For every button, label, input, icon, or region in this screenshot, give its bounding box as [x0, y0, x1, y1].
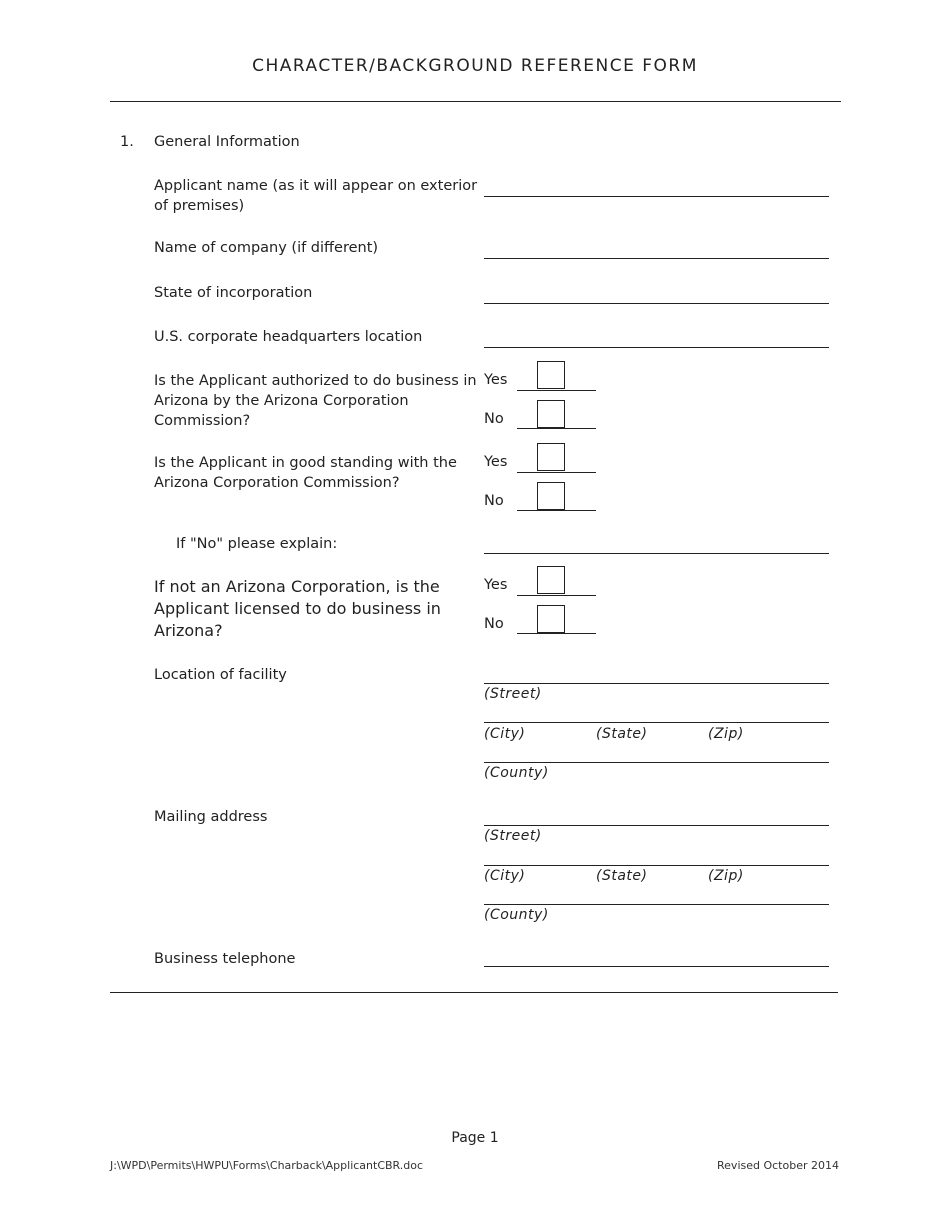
company-name-field[interactable]	[484, 258, 829, 259]
facility-county-hint: (County)	[484, 765, 549, 781]
licensed-yes-checkbox[interactable]	[537, 566, 565, 594]
authorized-no-line	[517, 428, 596, 429]
mailing-street-hint: (Street)	[484, 828, 542, 844]
mailing-county-hint: (County)	[484, 907, 549, 923]
mailing-city-hint: (City)	[484, 868, 526, 884]
good-standing-no-checkbox[interactable]	[537, 482, 565, 510]
mailing-state-hint: (State)	[596, 868, 648, 884]
section-number: 1.	[120, 134, 134, 150]
good-standing-yes-label: Yes	[484, 454, 508, 470]
licensed-no-line	[517, 633, 596, 634]
hq-location-label: U.S. corporate headquarters location	[154, 329, 423, 345]
good-standing-question-label: Is the Applicant in good standing with the Arizona Corporation Commission?	[154, 455, 457, 491]
licensed-no-label: No	[484, 616, 504, 632]
licensed-yes-line	[517, 595, 596, 596]
revision-date: Revised October 2014	[717, 1159, 839, 1172]
authorized-no-checkbox[interactable]	[537, 400, 565, 428]
mailing-address-label: Mailing address	[154, 809, 268, 825]
page-number: Page 1	[451, 1130, 499, 1146]
mailing-county-field[interactable]	[484, 904, 829, 905]
facility-zip-hint: (Zip)	[708, 726, 744, 742]
top-divider	[110, 101, 841, 102]
good-standing-no-line	[517, 510, 596, 511]
authorized-yes-line	[517, 390, 596, 391]
authorized-no-label: No	[484, 411, 504, 427]
section-heading: General Information	[154, 134, 300, 150]
facility-county-field[interactable]	[484, 762, 829, 763]
business-telephone-label: Business telephone	[154, 951, 296, 967]
good-standing-yes-checkbox[interactable]	[537, 443, 565, 471]
facility-city-state-zip-field[interactable]	[484, 722, 829, 723]
good-standing-no-label: No	[484, 493, 504, 509]
facility-city-hint: (City)	[484, 726, 526, 742]
licensed-question-label: If not an Arizona Corporation, is the Applicant licensed to do business in Arizona?	[154, 577, 441, 640]
mailing-street-field[interactable]	[484, 825, 829, 826]
authorized-yes-checkbox[interactable]	[537, 361, 565, 389]
form-title: CHARACTER/BACKGROUND REFERENCE FORM	[252, 56, 698, 76]
state-incorporation-field[interactable]	[484, 303, 829, 304]
licensed-no-checkbox[interactable]	[537, 605, 565, 633]
authorized-yes-label: Yes	[484, 372, 508, 388]
applicant-name-label: Applicant name (as it will appear on exterior of premises)	[154, 178, 478, 214]
hq-location-field[interactable]	[484, 347, 829, 348]
business-telephone-field[interactable]	[484, 966, 829, 967]
state-incorporation-label: State of incorporation	[154, 285, 313, 301]
authorized-question-label: Is the Applicant authorized to do business in Arizona by the Arizona Corporation Commission?	[154, 373, 477, 429]
mailing-zip-hint: (Zip)	[708, 868, 744, 884]
bottom-divider	[110, 992, 838, 993]
file-path: J:\WPD\Permits\HWPU\Forms\Charback\ApplicantCBR.doc	[110, 1159, 424, 1172]
applicant-name-field[interactable]	[484, 196, 829, 197]
company-name-label: Name of company (if different)	[154, 240, 379, 256]
facility-street-field[interactable]	[484, 683, 829, 684]
facility-street-hint: (Street)	[484, 686, 542, 702]
mailing-city-state-zip-field[interactable]	[484, 865, 829, 866]
facility-location-label: Location of facility	[154, 667, 287, 683]
good-standing-yes-line	[517, 472, 596, 473]
licensed-yes-label: Yes	[484, 577, 508, 593]
if-no-explain-label: If "No" please explain:	[176, 536, 338, 552]
if-no-explain-field[interactable]	[484, 553, 829, 554]
facility-state-hint: (State)	[596, 726, 648, 742]
